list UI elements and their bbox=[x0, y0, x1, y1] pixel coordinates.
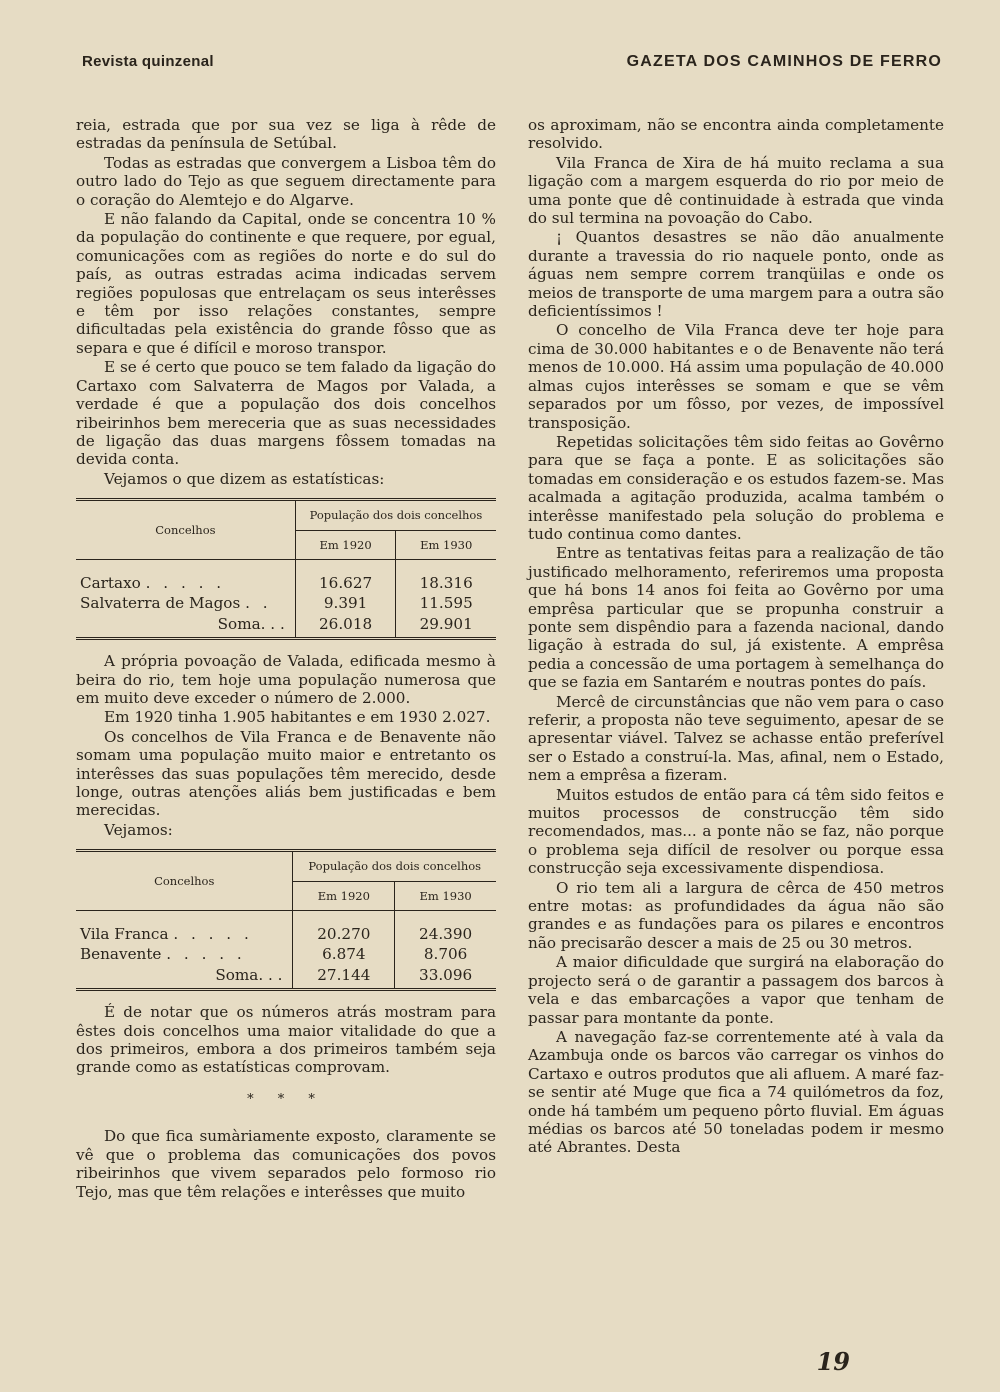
table-row bbox=[76, 911, 496, 945]
paragraph: A navegação faz-se correntemente até à vala da Azambuja onde os barcos vão carregar os vinhos do Cartaxo e outros produtos que ali afluem. A maré faz-se sentir até Muge que fica a 74 quilómetros da foz, onde há também um pequeno pôrto fluvial. Em águas médias os barcos até 50 toneladas podem ir mesmo até Abrantes. Desta bbox=[528, 1027, 944, 1157]
value-1920: 6.874 bbox=[293, 944, 395, 964]
row-name: Salvaterra de Magos bbox=[80, 594, 241, 613]
paragraph: Vejamos: bbox=[104, 820, 173, 839]
sum-1920: 27.144 bbox=[293, 965, 395, 990]
paragraph: Em 1920 tinha 1.905 habitantes e em 1930 2.027. bbox=[104, 708, 491, 727]
row-dots: . . . . . bbox=[173, 925, 253, 944]
paragraph: O concelho de Vila Franca deve ter hoje para cima de 30.000 habitantes e o de Benavente não terá menos de 10.000. Há assim uma população de 40.000 almas cujos interêsses se somam e que se vêm separados por um fôsso, por vezes, de impossível transposição. bbox=[528, 321, 944, 432]
paragraph: Entre as tentativas feitas para a realização de tão justificado melhoramento, referiremos uma proposta que há bons 14 anos foi feita ao Govêrno por uma emprêsa particular que se propunha construir a ponte sem dispêndio para a fazenda nacional, dando ligação à estrada do sul, já existente. A emprêsa pedia a concessão de uma portagem à semelhança do que se fazia em Santarém e noutras pontes do país. bbox=[528, 544, 944, 692]
section-divider-stars: * * * bbox=[247, 1091, 325, 1107]
right-column bbox=[528, 116, 944, 1158]
paragraph: Mercê de circunstâncias que não vem para o caso referir, a proposta não teve seguimento, apesar de se apresentar viável. Talvez se achasse então preferível ser o Estado a construí-la. Mas, afinal, nem o Estado, nem a emprêsa a fizeram. bbox=[528, 692, 944, 785]
paragraph: ¡ Quantos desastres se não dão anualmente durante a travessia do rio naquele ponto, onde as águas nem sempre correm tranqüilas e onde os meios de transporte de uma margem para a outra são deficientíssimos ! bbox=[528, 228, 944, 321]
value-1930: 18.316 bbox=[419, 573, 473, 592]
table-header-year-1920: Em 1920 bbox=[295, 530, 396, 559]
sum-label: Soma. . . bbox=[76, 965, 293, 990]
row-dots: . . bbox=[245, 594, 272, 613]
table-header-population: População dos dois concelhos bbox=[293, 851, 496, 881]
table-row bbox=[76, 944, 496, 964]
paragraph: O rio tem ali a largura de cêrca de 450 metros entre motas: as profundidades da água não são grandes e as fundações para os pilares e encontros não precisarão descer a mais de 25 ou 30 metros. bbox=[528, 878, 944, 952]
table-sum-row bbox=[76, 614, 496, 639]
page-number: 19 bbox=[816, 1347, 850, 1376]
row-name: Benavente bbox=[80, 945, 162, 964]
table-sum-row bbox=[76, 965, 496, 990]
table-header-population: População dos dois concelhos bbox=[295, 500, 496, 530]
sum-1930: 33.096 bbox=[395, 965, 496, 990]
paragraph: Muitos estudos de então para cá têm sido feitos e muitos processos de construcção têm sido recomendados, mas... a ponte não se faz, não porque o problema seja difícil de resolver ou porque essa construcção seja excessivamente dispendiosa. bbox=[528, 785, 944, 878]
paragraph: E não falando da Capital, onde se concentra 10 % da população do continente e que requere, por egual, comunicações com as regiões do norte e do sul do país, as outras estradas acima indicadas servem regiões populosas que entrelaçam os seus interêsses e têm por isso relações constantes, sempre dificultadas pela existência do grande fôsso que as separa e que é difícil e moroso transpor. bbox=[76, 210, 496, 357]
value-1920: 20.270 bbox=[293, 911, 395, 945]
paragraph: Vila Franca de Xira de há muito reclama a sua ligação com a margem esquerda do rio por meio de uma ponte que dê continuidade à estrada que vinda do sul termina na povoação do Cabo. bbox=[528, 153, 944, 228]
table-row bbox=[76, 559, 496, 593]
value-1930: 24.390 bbox=[419, 925, 473, 944]
header-right: GAZETA DOS CAMINHOS DE FERRO bbox=[626, 53, 942, 70]
sum-1920: 26.018 bbox=[295, 614, 396, 639]
left-column bbox=[76, 116, 496, 1202]
paragraph: Do que fica sumàriamente exposto, claramente se vê que o problema das comunicações dos povos ribeirinhos que vivem separados pelo formoso rio Tejo, mas que têm relações e interêsses que muito bbox=[76, 1127, 496, 1201]
value-1930: 8.706 bbox=[423, 945, 468, 964]
table-header-year-1920: Em 1920 bbox=[293, 881, 395, 910]
row-dots: . . . . . bbox=[166, 945, 246, 964]
paragraph: A maior dificuldade que surgirá na elaboração do projecto será o de garantir a passagem dos barcos à vela e das embarcações a vapor que tenham de passar para montante da ponte. bbox=[528, 953, 944, 1027]
paragraph: reia, estrada que por sua vez se liga à rêde de estradas da península de Setúbal. bbox=[76, 116, 496, 153]
population-table-2 bbox=[76, 849, 496, 991]
paragraph: Os concelhos de Vila Franca e de Benavente não somam uma população muito maior e entretanto os interêsses das suas populações têm merecido, desde longe, outras atenções aliás bem justificadas e bem merecidas. bbox=[76, 727, 496, 820]
paragraph: A própria povoação de Valada, edificada mesmo à beira do rio, tem hoje uma população numerosa que em muito deve exceder o número de 2.000. bbox=[76, 652, 496, 707]
paragraph: É de notar que os números atrás mostram para êstes dois concelhos uma maior vitalidade do que a dos primeiros, embora a dos primeiros também seja grande como as estatísticas comprovam. bbox=[76, 1003, 496, 1077]
value-1920: 16.627 bbox=[295, 559, 396, 593]
sum-1930: 29.901 bbox=[396, 614, 496, 639]
row-name: Vila Franca bbox=[80, 925, 169, 944]
value-1920: 9.391 bbox=[295, 593, 396, 613]
row-name: Cartaxo bbox=[80, 573, 141, 592]
population-table-1 bbox=[76, 498, 496, 640]
table-header-year-1930: Em 1930 bbox=[396, 530, 496, 559]
paragraph: Repetidas solicitações têm sido feitas ao Govêrno para que se faça a ponte. E as solicitações são tomadas em consideração e os estudos fazem-se. Mas acalmada a agitação produzida, acalma também o interêsse manifestado pela solução do problema e tudo continua como dantes. bbox=[528, 432, 944, 543]
paragraph: Vejamos o que dizem as estatísticas: bbox=[104, 469, 385, 488]
header-left: Revista quinzenal bbox=[82, 53, 214, 70]
paragraph: os aproximam, não se encontra ainda completamente resolvido. bbox=[528, 116, 944, 153]
sum-label: Soma. . . bbox=[76, 614, 295, 639]
table-header-year-1930: Em 1930 bbox=[395, 881, 496, 910]
table-row bbox=[76, 593, 496, 613]
paragraph: E se é certo que pouco se tem falado da ligação do Cartaxo com Salvaterra de Magos por Valada, a verdade é que a população dos dois concelhos ribeirinhos bem mereceria que as suas necessidades de ligação das duas margens fôssem tomadas na devida conta. bbox=[76, 358, 496, 469]
table-header-concelhos: Concelhos bbox=[76, 851, 293, 911]
table-header-concelhos: Concelhos bbox=[76, 500, 295, 560]
row-dots: . . . . . bbox=[145, 573, 226, 592]
paragraph: Todas as estradas que convergem a Lisboa têm do outro lado do Tejo as que seguem directamente para o coração do Alemtejo e do Algarve. bbox=[76, 153, 496, 209]
value-1930: 11.595 bbox=[419, 594, 473, 613]
